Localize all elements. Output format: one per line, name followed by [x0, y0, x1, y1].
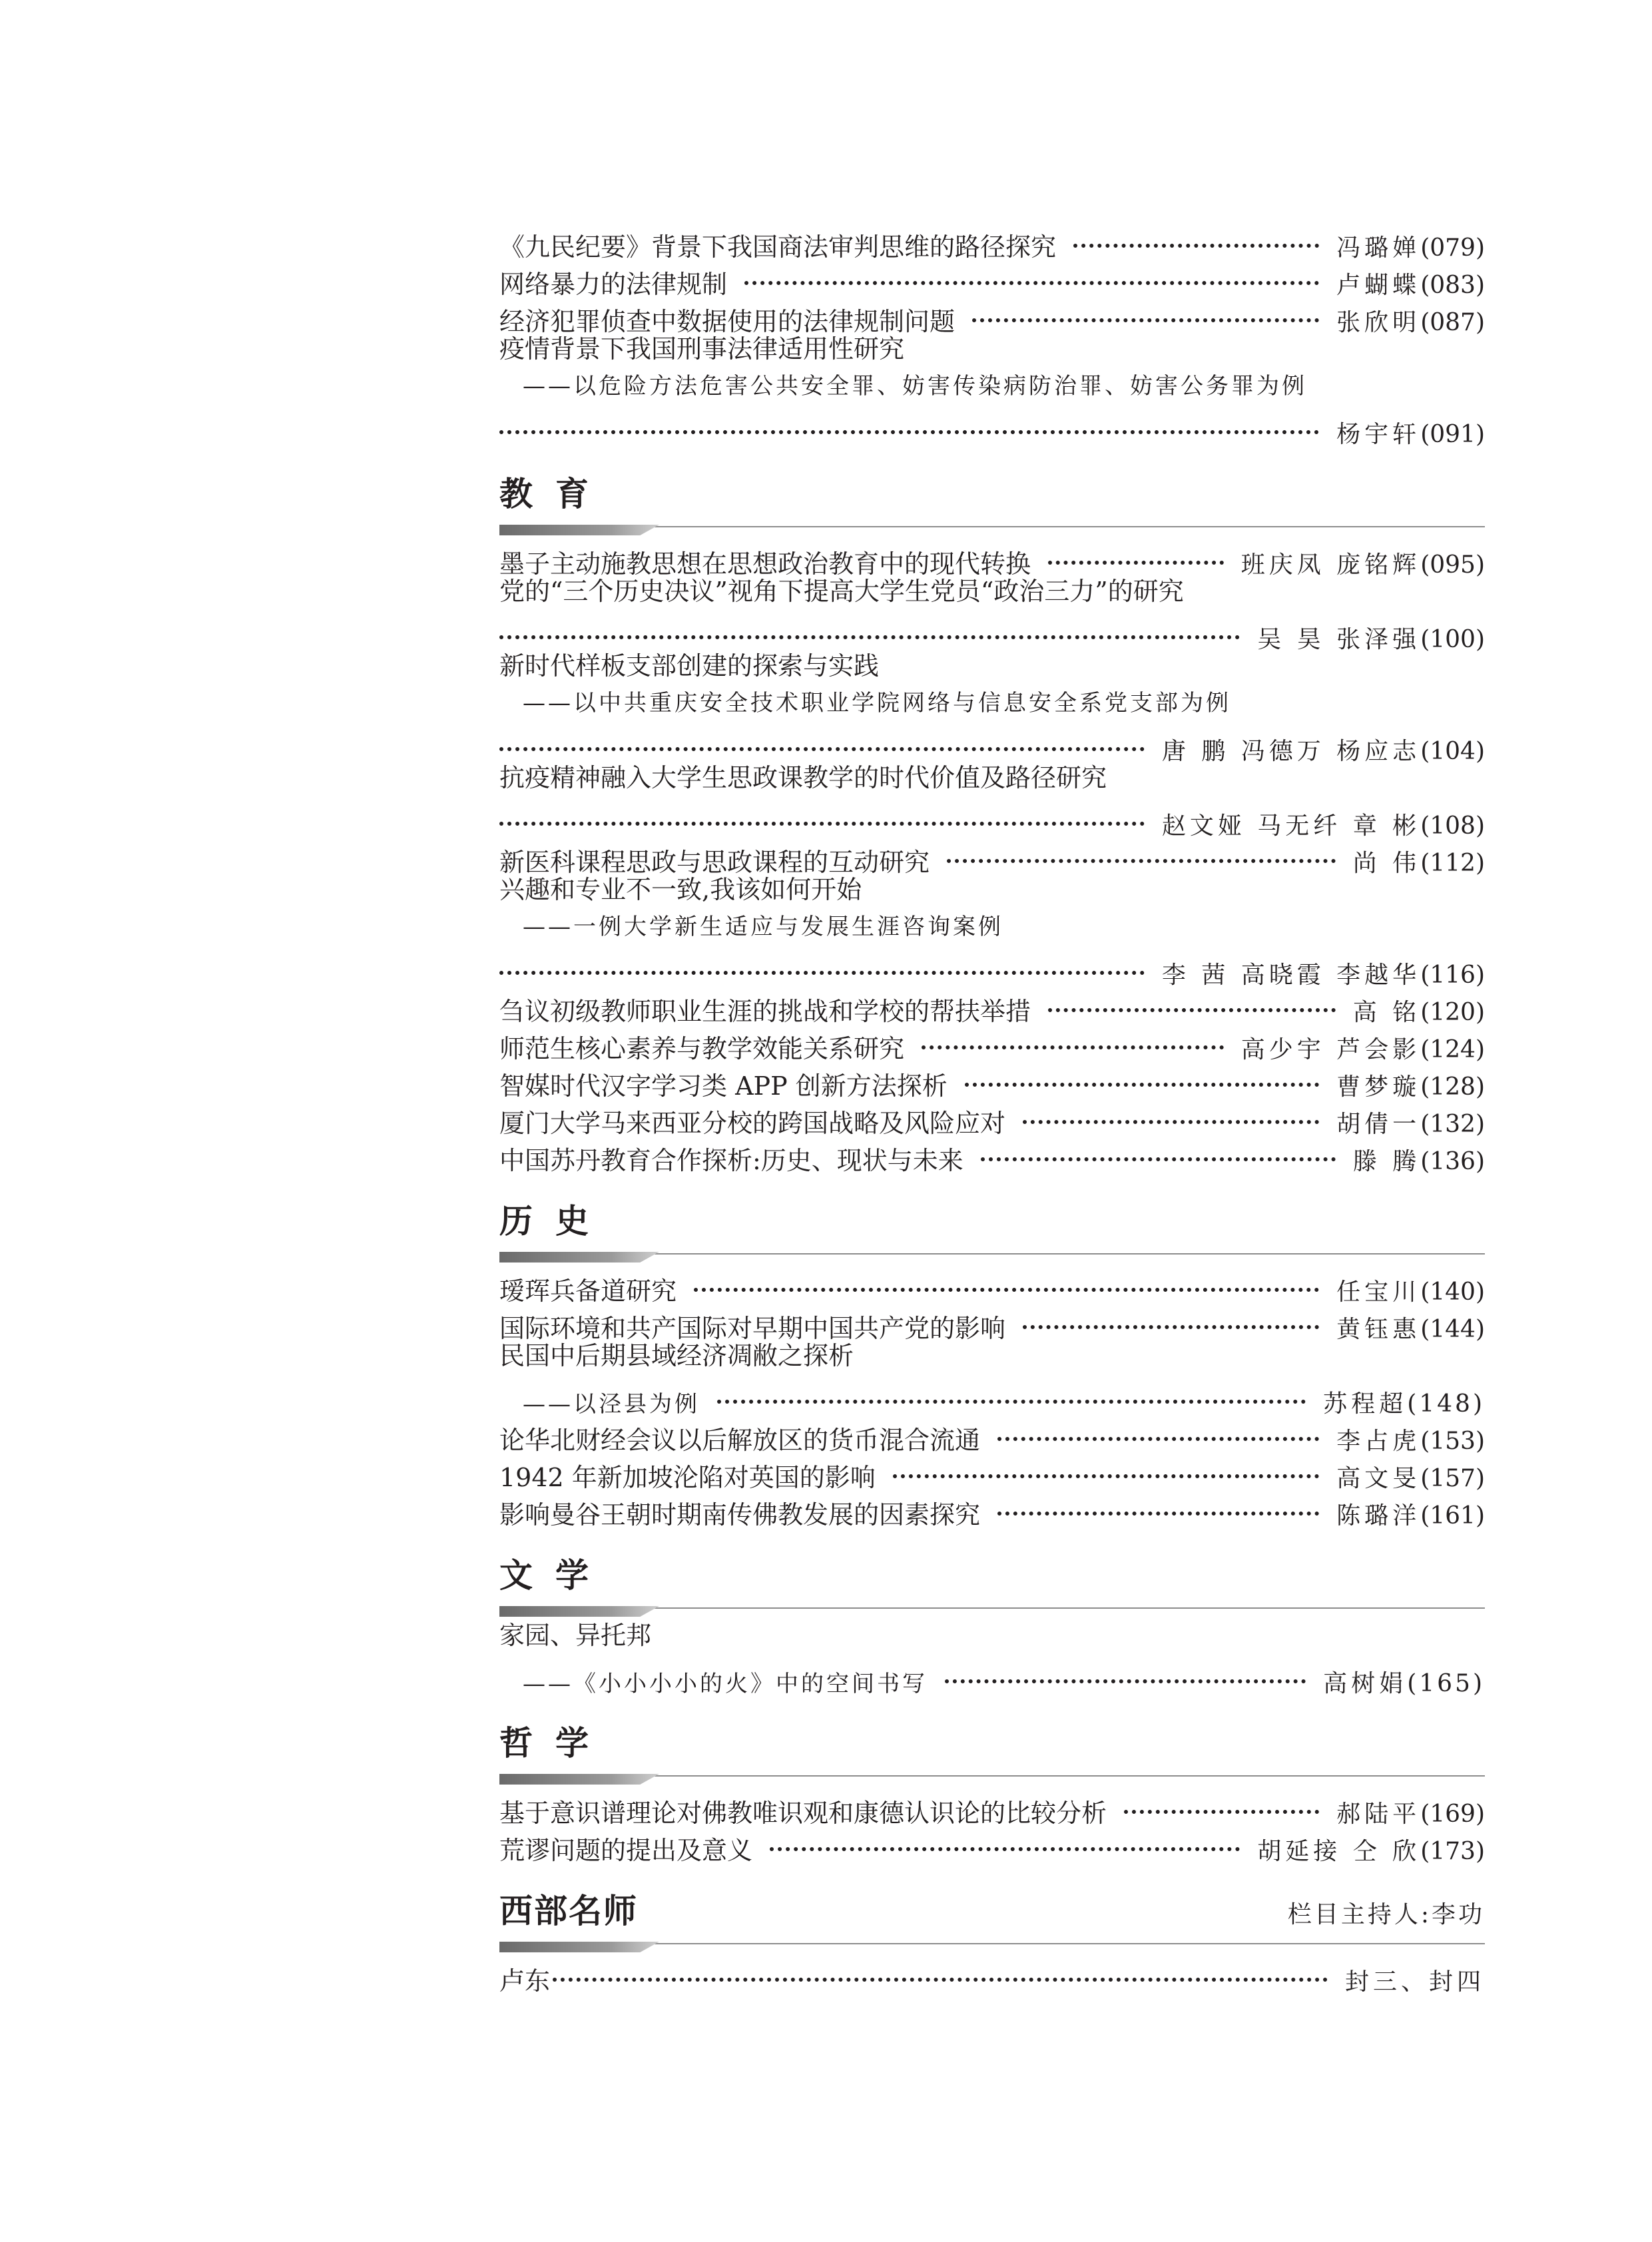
- toc-line: [499, 1952, 1485, 1996]
- toc-entry: [499, 1952, 1485, 1996]
- toc-entry: [499, 256, 1485, 299]
- entry-title: 卢东: [499, 1966, 551, 1996]
- entry-page: (140): [1420, 1278, 1485, 1306]
- entry-title: 智媒时代汉字学习类 APP 创新方法探析: [499, 1071, 948, 1101]
- toc-line: [499, 293, 1485, 336]
- entry-author: 黄钰惠: [1336, 1316, 1421, 1343]
- dot-leader: [893, 1449, 1319, 1486]
- toc-line: [499, 330, 1485, 368]
- entry-page: (116): [1420, 962, 1485, 989]
- toc-line: [499, 1449, 1485, 1492]
- entry-page: (079): [1420, 234, 1485, 262]
- toc-line: [499, 1132, 1485, 1175]
- entry-subtitle: ——一例大学新生适应与发展生涯咨询案例: [523, 914, 1003, 940]
- toc-line: [499, 1412, 1485, 1455]
- dot-leader: [1073, 218, 1319, 256]
- entry-author: 赵文娅 马无纤 章 彬: [1161, 812, 1421, 840]
- section-header: [499, 1719, 1485, 1777]
- section-host: 栏目主持人:李功: [1287, 1901, 1485, 1928]
- dot-leader: [965, 1057, 1319, 1095]
- dot-leader: [922, 1020, 1224, 1057]
- entry-author: 卢蝴蝶: [1336, 272, 1421, 299]
- dot-leader: [981, 1132, 1336, 1169]
- entry-page: (120): [1420, 999, 1485, 1026]
- entry-author: 张欣明: [1336, 309, 1421, 336]
- toc-line: [499, 256, 1485, 299]
- toc-entry: [499, 647, 1485, 765]
- entry-author: 陈璐洋: [1336, 1502, 1421, 1530]
- toc-entry: [499, 834, 1485, 877]
- entry-title: 抗疫精神融入大学生思政课教学的时代价值及路径研究: [499, 763, 1107, 792]
- toc-entry: [499, 1132, 1485, 1175]
- toc-entry: [499, 1617, 1485, 1697]
- toc-line: [499, 908, 1485, 946]
- entry-author: 班庆凤 庞铭辉: [1240, 551, 1421, 579]
- section-tab: [499, 1942, 659, 1952]
- entry-title: 国际环境和共产国际对早期中国共产党的影响: [499, 1314, 1006, 1343]
- entry-page: (148): [1407, 1390, 1485, 1418]
- entry-author: 郝陆平: [1336, 1801, 1421, 1828]
- toc-line: [499, 218, 1485, 262]
- dot-leader: [1023, 1300, 1319, 1337]
- section-tab: [499, 1606, 659, 1617]
- dot-leader: [499, 610, 1240, 647]
- entry-title: 论华北财经会议以后解放区的货币混合流通: [499, 1426, 981, 1455]
- entry-page: (136): [1420, 1148, 1485, 1175]
- toc-entry: [499, 1095, 1485, 1138]
- toc-line: [499, 368, 1485, 405]
- entry-title: 刍议初级教师职业生涯的挑战和学校的帮扶举措: [499, 997, 1031, 1026]
- entry-title: 民国中后期县域经济凋敝之探析: [499, 1341, 854, 1370]
- entry-author: 李占虎: [1336, 1428, 1421, 1455]
- entry-title: 影响曼谷王朝时期南传佛教发展的因素探究: [499, 1500, 981, 1530]
- dot-leader: [997, 1412, 1319, 1449]
- entry-title: 瑷珲兵备道研究: [499, 1276, 677, 1306]
- entry-author: 曹梦璇: [1336, 1073, 1421, 1101]
- dot-leader: [1048, 535, 1224, 573]
- entry-page: (161): [1420, 1502, 1485, 1530]
- dot-leader: [947, 834, 1336, 871]
- entry-author: 冯璐婵: [1336, 234, 1421, 262]
- toc-line: [499, 1785, 1485, 1828]
- entry-title: 《九民纪要》背景下我国商法审判思维的路径探究: [499, 232, 1057, 262]
- entry-author: 胡倩一: [1336, 1111, 1421, 1138]
- entry-author: 滕 腾: [1352, 1148, 1421, 1175]
- entry-author: 封三、封四: [1344, 1968, 1485, 1996]
- section-title: 西部名师: [499, 1891, 638, 1930]
- toc-entry: [499, 1486, 1485, 1530]
- entry-page: (169): [1420, 1801, 1485, 1828]
- entry-page: (100): [1420, 626, 1485, 653]
- toc-line: [499, 1057, 1485, 1101]
- entry-title: 墨子主动施教思想在思想政治教育中的现代转换: [499, 549, 1031, 579]
- dot-leader: [972, 293, 1319, 330]
- entry-author: 杨宇轩: [1336, 421, 1421, 448]
- section-title: 历史: [499, 1201, 611, 1241]
- toc-entry: [499, 1785, 1485, 1828]
- entry-page: (128): [1420, 1073, 1485, 1101]
- entry-page: (087): [1420, 309, 1485, 336]
- entry-page: (132): [1420, 1111, 1485, 1138]
- toc-line: [499, 759, 1485, 796]
- toc-entry: [499, 330, 1485, 448]
- toc-line: [499, 1822, 1485, 1865]
- dot-leader: [997, 1486, 1319, 1524]
- entry-author: 李 茜 高晓霞 李越华: [1161, 962, 1421, 989]
- dot-leader: [1023, 1095, 1319, 1132]
- toc-entry: [499, 1057, 1485, 1101]
- section-tab: [499, 1774, 659, 1785]
- toc-line: [499, 1337, 1485, 1374]
- entry-title: 党的“三个历史决议”视角下提高大学生党员“政治三力”的研究: [499, 577, 1184, 606]
- entry-author: 高树娟: [1323, 1670, 1408, 1697]
- entry-page: (153): [1420, 1428, 1485, 1455]
- section-tab: [499, 525, 659, 535]
- dot-leader: [770, 1822, 1240, 1859]
- dot-leader: [694, 1262, 1319, 1300]
- toc-line: [499, 834, 1485, 877]
- entry-subtitle: ——以危险方法危害公共安全罪、妨害传染病防治罪、妨害公务罪为例: [523, 373, 1307, 400]
- section-title: 文学: [499, 1555, 611, 1595]
- entry-page: (108): [1420, 812, 1485, 840]
- entry-page: (144): [1420, 1316, 1485, 1343]
- toc-line: [499, 685, 1485, 722]
- entry-title: 家园、异托邦: [499, 1621, 652, 1650]
- entry-page: (112): [1420, 850, 1485, 877]
- toc-line: [499, 1654, 1485, 1697]
- entry-page: (173): [1420, 1838, 1485, 1865]
- toc-entry: [499, 1412, 1485, 1455]
- entry-title: 新医科课程思政与思政课程的互动研究: [499, 848, 930, 877]
- entry-subtitle: ——以中共重庆安全技术职业学院网络与信息安全系党支部为例: [523, 690, 1231, 716]
- toc-entry: [499, 535, 1485, 579]
- entry-title: 基于意识谱理论对佛教唯识观和康德认识论的比较分析: [499, 1799, 1107, 1828]
- toc-line: [499, 405, 1485, 448]
- toc-entry: [499, 573, 1485, 653]
- toc-entry: [499, 1337, 1485, 1418]
- toc-line: [499, 535, 1485, 579]
- toc-line: [499, 1617, 1485, 1654]
- toc-line: [499, 1374, 1485, 1418]
- entry-page: (091): [1420, 421, 1485, 448]
- toc-entry: [499, 983, 1485, 1026]
- entry-title: 网络暴力的法律规制: [499, 270, 728, 299]
- toc-line: [499, 871, 1485, 908]
- toc-entry: [499, 871, 1485, 989]
- entry-subtitle: ——《小小小小的火》中的空间书写: [523, 1671, 928, 1697]
- dot-leader: [499, 405, 1319, 442]
- entry-title: 新时代样板支部创建的探索与实践: [499, 651, 880, 681]
- section-header: [499, 1887, 1485, 1944]
- dot-leader: [499, 946, 1145, 983]
- entry-title: 厦门大学马来西亚分校的跨国战略及风险应对: [499, 1109, 1006, 1138]
- entry-page: (124): [1420, 1036, 1485, 1063]
- dot-leader: [1048, 983, 1336, 1020]
- toc-line: [499, 610, 1485, 653]
- section-title: 教育: [499, 474, 611, 513]
- toc-line: [499, 647, 1485, 685]
- entry-page: (095): [1420, 551, 1485, 579]
- toc-line: [499, 796, 1485, 840]
- dot-leader: [945, 1654, 1306, 1691]
- entry-title: 荒谬问题的提出及意义: [499, 1836, 753, 1865]
- entry-subtitle: ——以泾县为例: [523, 1391, 700, 1418]
- entry-page: (083): [1420, 272, 1485, 299]
- toc-entry: [499, 1300, 1485, 1343]
- section-header: [499, 1197, 1485, 1255]
- dot-leader: [1124, 1785, 1319, 1822]
- toc-line: [499, 983, 1485, 1026]
- section-header: [499, 470, 1485, 527]
- toc-entry: [499, 293, 1485, 336]
- toc-entry: [499, 759, 1485, 840]
- toc-line: [499, 1020, 1485, 1063]
- toc-entry: [499, 1822, 1485, 1865]
- entry-author: 任宝川: [1336, 1278, 1421, 1306]
- entry-title: 疫情背景下我国刑事法律适用性研究: [499, 334, 905, 364]
- entry-title: 经济犯罪侦查中数据使用的法律规制问题: [499, 307, 956, 336]
- entry-author: 吴 昊 张泽强: [1257, 626, 1421, 653]
- toc-line: [499, 1300, 1485, 1343]
- entry-author: 尚 伟: [1352, 850, 1421, 877]
- toc-entry: [499, 1262, 1485, 1306]
- toc-entry: [499, 1449, 1485, 1492]
- toc-line: [499, 1095, 1485, 1138]
- entry-title: 1942 年新加坡沦陷对英国的影响: [499, 1463, 876, 1492]
- toc-entry: [499, 218, 1485, 262]
- toc-line: [499, 1486, 1485, 1530]
- entry-author: 苏程超: [1323, 1390, 1408, 1418]
- entry-title: 师范生核心素养与教学效能关系研究: [499, 1034, 905, 1063]
- section-tab: [499, 1252, 659, 1262]
- entry-title: 中国苏丹教育合作探析:历史、现状与未来: [499, 1146, 964, 1175]
- entry-title: 兴趣和专业不一致,我该如何开始: [499, 875, 862, 904]
- toc-line: [499, 722, 1485, 765]
- section-header: [499, 1551, 1485, 1609]
- dot-leader: [744, 256, 1319, 293]
- section-title: 哲学: [499, 1723, 611, 1763]
- entry-author: 胡延接 仝 欣: [1257, 1838, 1421, 1865]
- table-of-contents: [499, 218, 1485, 1996]
- dot-leader: [499, 722, 1145, 759]
- toc-entry: [499, 1020, 1485, 1063]
- dot-leader: [499, 796, 1145, 834]
- entry-page: (165): [1407, 1670, 1485, 1697]
- toc-line: [499, 573, 1485, 610]
- entry-author: 唐 鹏 冯德万 杨应志: [1161, 738, 1421, 765]
- toc-line: [499, 946, 1485, 989]
- entry-page: (104): [1420, 738, 1485, 765]
- toc-line: [499, 1262, 1485, 1306]
- entry-page: (157): [1420, 1465, 1485, 1492]
- entry-author: 高少宇 芦会影: [1240, 1036, 1421, 1063]
- dot-leader: [553, 1952, 1328, 1990]
- entry-author: 高 铭: [1352, 999, 1421, 1026]
- dot-leader: [717, 1374, 1306, 1412]
- entry-author: 高文旻: [1336, 1465, 1421, 1492]
